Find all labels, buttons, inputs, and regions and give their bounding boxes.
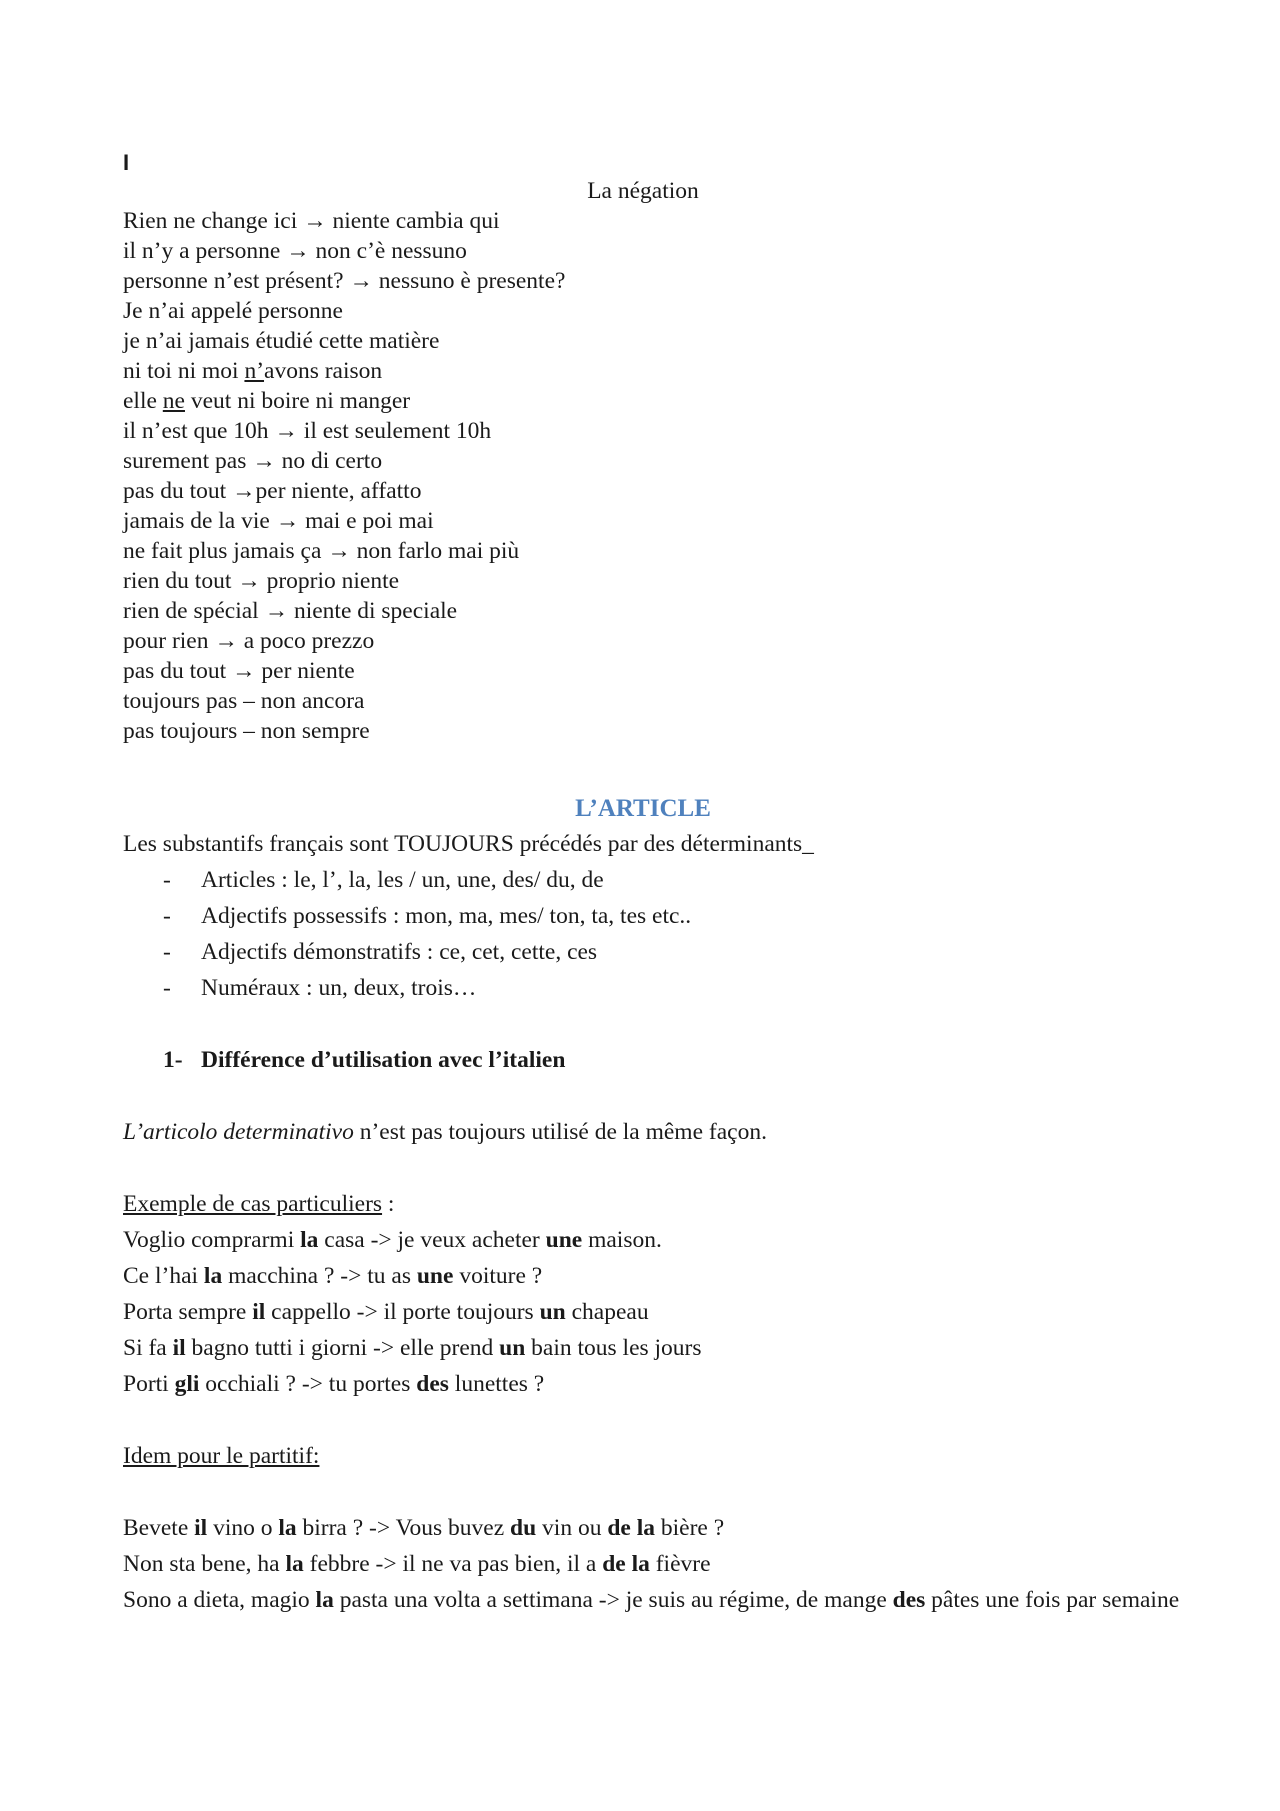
example-line bbox=[123, 1366, 1163, 1402]
italic-term: L’articolo determinativo bbox=[123, 1119, 354, 1145]
section-marker: I bbox=[123, 150, 130, 175]
subsection-number: 1- bbox=[163, 1047, 183, 1073]
text-run: febbre -> il ne va pas bien, il a bbox=[303, 1551, 603, 1577]
list-item-text: Adjectifs démonstratifs : ce, cet, cette, ces bbox=[201, 939, 598, 965]
list-item: pas du tout →per niente, affatto bbox=[123, 478, 422, 504]
subsection-title: Différence d’utilisation avec l’italien bbox=[201, 1047, 566, 1073]
negation-list bbox=[123, 206, 1163, 746]
text-run: Ce l’hai bbox=[123, 1263, 204, 1289]
subsection-heading bbox=[123, 1042, 1163, 1078]
bold-text: la bbox=[300, 1227, 319, 1253]
list-item bbox=[123, 862, 1163, 898]
list-item bbox=[123, 898, 1163, 934]
bold-text: de la bbox=[607, 1515, 655, 1541]
list-item bbox=[123, 386, 1163, 416]
bold-text: des bbox=[892, 1587, 926, 1613]
text-run: macchina ? -> tu as bbox=[222, 1263, 417, 1289]
dash-bullet: - bbox=[163, 867, 171, 893]
list-item: Rien ne change ici → niente cambia qui bbox=[123, 208, 500, 234]
text-run: cappello -> il porte toujours bbox=[265, 1299, 540, 1325]
text-run: avons raison bbox=[264, 358, 383, 384]
partitive-line bbox=[123, 1582, 1180, 1618]
dash-bullet: - bbox=[163, 939, 171, 965]
list-item-text: Numéraux : un, deux, trois… bbox=[201, 975, 477, 1001]
bold-text: la bbox=[203, 1263, 223, 1289]
usage-paragraph bbox=[123, 1114, 1163, 1150]
bold-text: il bbox=[252, 1299, 266, 1325]
text-run: ni toi ni moi bbox=[123, 358, 245, 384]
article-heading: L’ARTICLE bbox=[575, 795, 711, 822]
list-item: Je n’ai appelé personne bbox=[123, 298, 343, 324]
text-run: veut ni boire ni manger bbox=[184, 388, 411, 414]
text-run: Non sta bene, ha bbox=[123, 1551, 286, 1577]
text-run: vino o bbox=[207, 1515, 279, 1541]
list-item: pas toujours – non sempre bbox=[123, 718, 370, 744]
bold-text: il bbox=[194, 1515, 208, 1541]
text-run: bagno tutti i giorni -> elle prend bbox=[185, 1335, 500, 1361]
example-line bbox=[123, 1222, 1163, 1258]
partitive-line bbox=[123, 1510, 1163, 1546]
text-run: Voglio comprarmi bbox=[123, 1227, 301, 1253]
partitive-line bbox=[123, 1546, 1163, 1582]
list-item: jamais de la vie → mai e poi mai bbox=[123, 508, 434, 534]
text-run: : bbox=[382, 1191, 395, 1217]
partitive-heading: Idem pour le partitif: bbox=[123, 1443, 320, 1469]
text-run: maison. bbox=[582, 1227, 662, 1253]
negation-title: La négation bbox=[587, 178, 699, 204]
text-run: voiture ? bbox=[453, 1263, 543, 1289]
bold-text: du bbox=[510, 1515, 537, 1541]
bold-text: une bbox=[416, 1263, 454, 1289]
list-item bbox=[123, 934, 1163, 970]
bold-text: un bbox=[499, 1335, 526, 1361]
bold-text: un bbox=[539, 1299, 566, 1325]
underlined-text: ne bbox=[162, 388, 185, 414]
list-item bbox=[123, 356, 1163, 386]
bold-text: la bbox=[278, 1515, 297, 1541]
underlined-text: Exemple de cas particuliers bbox=[123, 1191, 383, 1217]
determinant-list bbox=[123, 862, 1163, 1006]
text-run: pasta una volta a settimana -> je suis au régime, de mange bbox=[333, 1587, 893, 1613]
text-run: Porta sempre bbox=[123, 1299, 253, 1325]
text-run: pâtes une fois par semaine bbox=[925, 1587, 1180, 1613]
bold-text: la bbox=[315, 1587, 334, 1613]
list-item: toujours pas – non ancora bbox=[123, 688, 365, 714]
text-run: Sono a dieta, magio bbox=[123, 1587, 316, 1613]
list-item: je n’ai jamais étudié cette matière bbox=[123, 328, 440, 354]
example-line bbox=[123, 1258, 1163, 1294]
spacer bbox=[123, 1474, 1163, 1510]
text-run: elle bbox=[123, 388, 163, 414]
text-run: casa -> je veux acheter bbox=[318, 1227, 546, 1253]
text-run: bière ? bbox=[654, 1515, 725, 1541]
article-intro: Les substantifs français sont TOUJOURS précédés par des déterminants_ bbox=[123, 831, 814, 857]
text-run: n’est pas toujours utilisé de la même façon. bbox=[353, 1119, 767, 1145]
bold-text: gli bbox=[174, 1371, 200, 1397]
example-line bbox=[123, 1330, 1163, 1366]
text-run: bain tous les jours bbox=[525, 1335, 702, 1361]
bold-text: des bbox=[416, 1371, 449, 1397]
text-run: Si fa bbox=[123, 1335, 173, 1361]
list-item-text: Adjectifs possessifs : mon, ma, mes/ ton, ta, tes etc.. bbox=[201, 903, 692, 929]
text-run: Bevete bbox=[123, 1515, 195, 1541]
list-item: ne fait plus jamais ça → non farlo mai più bbox=[123, 538, 520, 564]
list-item bbox=[123, 970, 1163, 1006]
list-item: il n’y a personne → non c’è nessuno bbox=[123, 238, 467, 264]
text-run: Porti bbox=[123, 1371, 175, 1397]
list-item-text: Articles : le, l’, la, les / un, une, des/ du, de bbox=[201, 867, 604, 893]
dash-bullet: - bbox=[163, 975, 171, 1001]
text-run: lunettes ? bbox=[448, 1371, 545, 1397]
bold-text: de la bbox=[602, 1551, 650, 1577]
underlined-text: n’ bbox=[244, 358, 265, 384]
list-item: il n’est que 10h → il est seulement 10h bbox=[123, 418, 492, 444]
list-item: rien du tout → proprio niente bbox=[123, 568, 400, 594]
text-run: fièvre bbox=[649, 1551, 711, 1577]
list-item: rien de spécial → niente di speciale bbox=[123, 598, 458, 624]
example-line bbox=[123, 1294, 1163, 1330]
spacer bbox=[123, 1402, 1163, 1438]
text-run: birra ? -> Vous buvez bbox=[296, 1515, 511, 1541]
document-page bbox=[123, 150, 1180, 1618]
spacer bbox=[123, 1150, 1163, 1186]
dash-bullet: - bbox=[163, 903, 171, 929]
text-run: occhiali ? -> tu portes bbox=[199, 1371, 417, 1397]
list-item: surement pas → no di certo bbox=[123, 448, 383, 474]
list-item: personne n’est présent? → nessuno è presente? bbox=[123, 268, 566, 294]
text-run: vin ou bbox=[536, 1515, 608, 1541]
bold-text: une bbox=[545, 1227, 583, 1253]
text-run: chapeau bbox=[565, 1299, 649, 1325]
spacer bbox=[123, 1078, 1163, 1114]
list-item: pas du tout → per niente bbox=[123, 658, 355, 684]
bold-text: la bbox=[285, 1551, 304, 1577]
list-item: pour rien → a poco prezzo bbox=[123, 628, 375, 654]
bold-text: il bbox=[172, 1335, 186, 1361]
examples-heading bbox=[123, 1186, 1163, 1222]
